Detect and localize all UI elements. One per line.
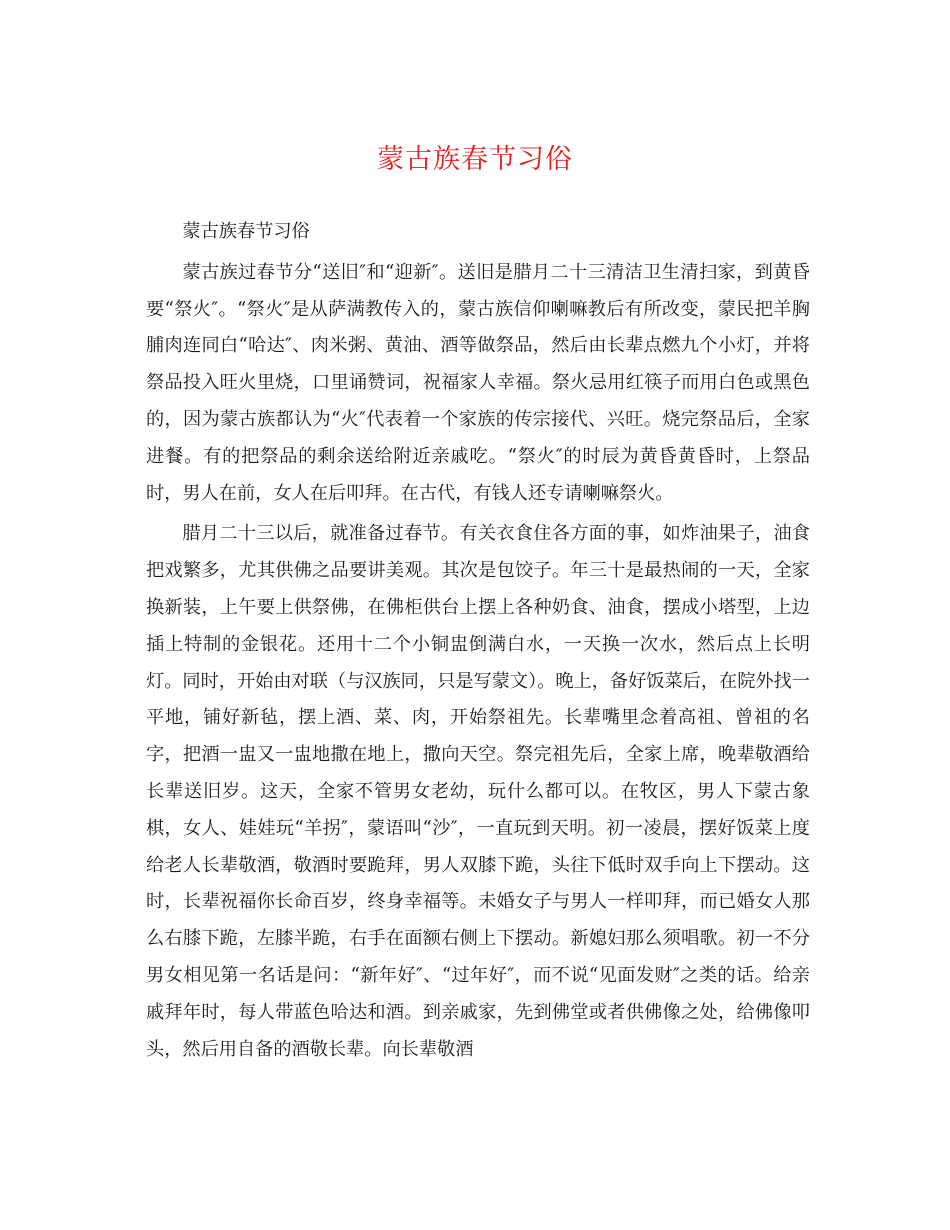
document-body (146, 214, 810, 1068)
body-paragraph: 腊月二十三以后，就准备过春节。有关衣食住各方面的事，如炸油果子，油食把戏繁多，尤其供佛之品要讲美观。其次是包饺子。年三十是最热闹的一天，全家换新装，上午要上供祭佛，在佛柜供台上摆上各种奶食、油食，摆成小塔型，上边插上特制的金银花。还用十二个小铜盅倒满白水，一天换一次水，然后点上长明灯。同时，开始由对联（与汉族同，只是写蒙文）。晚上，备好饭菜后，在院外找一平地，铺好新毡，摆上酒、菜、肉，开始祭祖先。长辈嘴里念着高祖、曾祖的名字，把酒一盅又一盅地撒在地上，撒向天空。祭完祖先后，全家上席，晚辈敬酒给长辈送旧岁。这天，全家不管男女老幼，玩什么都可以。在牧区，男人下蒙古象棋，女人、娃娃玩“羊拐″，蒙语叫“沙″，一直玩到天明。初一凌晨，摆好饭菜上度给老人长辈敬酒，敬酒时要跪拜，男人双膝下跪，头往下低时双手向上下摆动。这时，长辈祝福你长命百岁，终身幸福等。未婚女子与男人一样叩拜，而已婚女人那么右膝下跪，左膝半跪，右手在面额右侧上下摆动。新媳妇那么须唱歌。初一不分男女相见第一名话是问：“新年好″、“过年好″，而不说“见面发财″之类的话。给亲戚拜年时，每人带蓝色哈达和酒。到亲戚家，先到佛堂或者供佛像之处，给佛像叩头，然后用自备的酒敬长辈。向长辈敬酒 (146, 523, 810, 1060)
document-title: 蒙古族春节习俗 (377, 144, 573, 175)
subtitle-paragraph: 蒙古族春节习俗 (182, 221, 310, 242)
body-paragraph: 蒙古族过春节分“送旧″和“迎新″。送旧是腊月二十三清洁卫生清扫家，到黄昏要“祭火″。“祭火″是从萨满教传入的，蒙古族信仰喇嘛教后有所改变，蒙民把羊胸脯肉连同白“哈达″、肉米粥、黄油、酒等做祭品，然后由长辈点燃九个小灯，并将祭品投入旺火里烧，口里诵赞词，祝福家人幸福。祭火忌用红筷子而用白色或黑色的，因为蒙古族都认为“火″代表着一个家族的传宗接代、兴旺。烧完祭品后，全家进餐。有的把祭品的剩余送给附近亲戚吃。“祭火″的时辰为黄昏黄昏时，上祭品时，男人在前，女人在后叩拜。在古代，有钱人还专请喇嘛祭火。 (146, 261, 810, 504)
